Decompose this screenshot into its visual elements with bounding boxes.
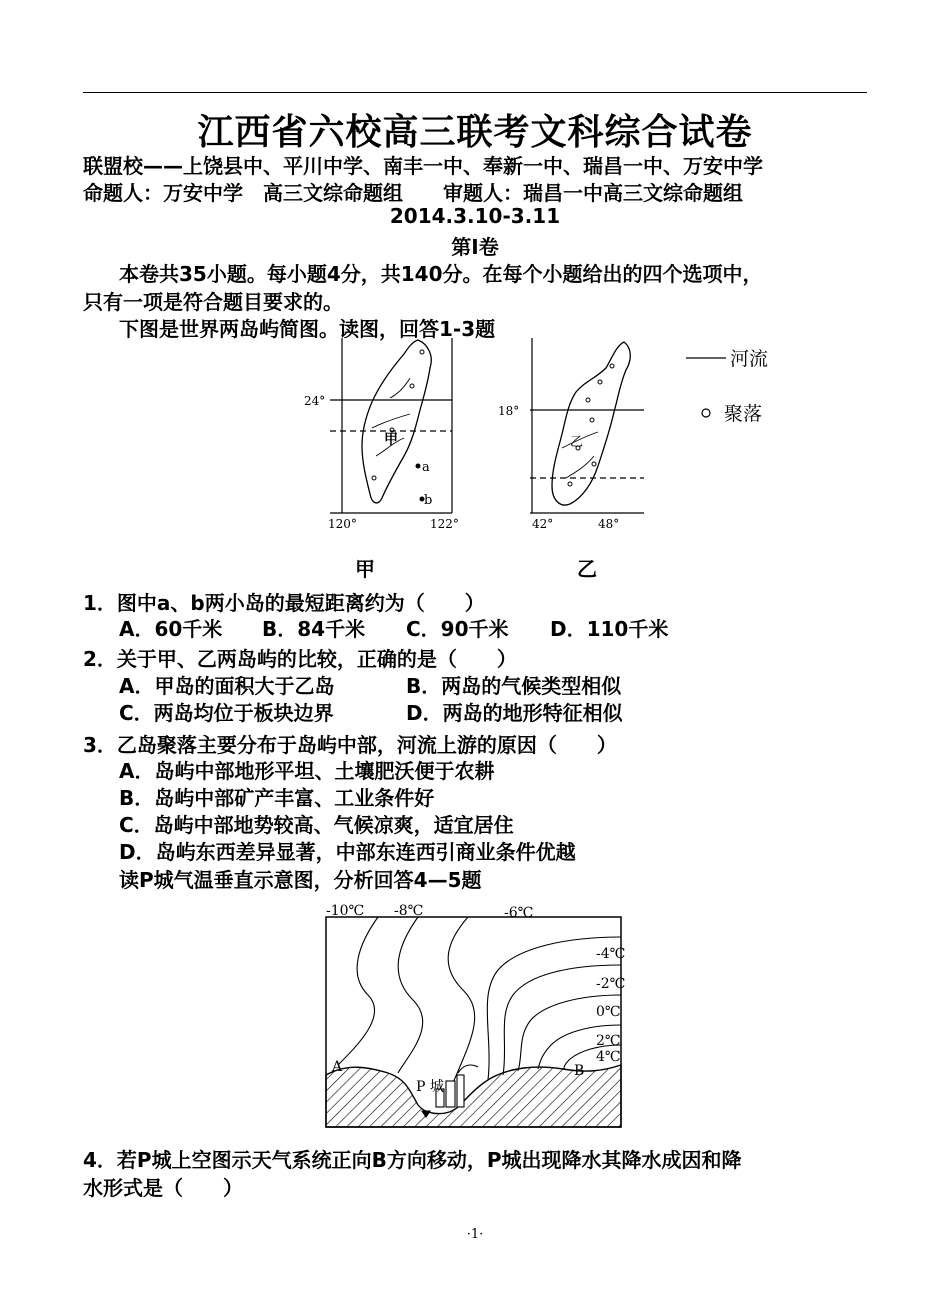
- jia-region-label: 甲: [384, 432, 398, 448]
- question-1-stem: 1．图中a、b两小岛的最短距离约为（ ）: [83, 591, 485, 615]
- map-jia: [304, 338, 459, 531]
- exam-date: 2014.3.10-3.11: [389, 204, 561, 228]
- settlement-legend-label: 聚落: [724, 403, 763, 425]
- isotherm-label-minus4: -4℃: [596, 946, 626, 962]
- isotherm-label-minus8: -8℃: [394, 903, 424, 919]
- temperature-profile-figure: [318, 895, 636, 1135]
- caption-jia: 甲: [355, 557, 375, 581]
- volume-heading: 第Ⅰ卷: [451, 235, 499, 259]
- lon-42-label: 42°: [532, 517, 554, 531]
- q2-option-d[interactable]: D．两岛的地形特征相似: [406, 701, 623, 725]
- temp-prompt: 读P城气温垂直示意图，分析回答4—5题: [119, 868, 482, 892]
- q1-option-a[interactable]: A．60千米: [119, 617, 223, 641]
- question-4-line-1: 4．若P城上空图示天气系统正向B方向移动，P城出现降水其降水成因和降: [83, 1148, 742, 1172]
- question-2-stem: 2．关于甲、乙两岛屿的比较，正确的是（ ）: [83, 647, 517, 671]
- intro-line-1: 本卷共35小题。每小题4分，共140分。在每个小题给出的四个选项中，: [119, 262, 763, 286]
- map-yi: [498, 338, 644, 531]
- point-b-label: b: [424, 493, 433, 508]
- point-a-profile-label: A: [332, 1059, 343, 1075]
- map-legend: [686, 348, 768, 425]
- q3-option-c[interactable]: C．岛屿中部地势较高、气候凉爽，适宜居住: [119, 813, 514, 837]
- isotherm-label-minus6: -6℃: [504, 905, 534, 921]
- point-a-marker: [416, 464, 421, 469]
- map-prompt: 下图是世界两岛屿简图。读图，回答1-3题: [119, 317, 496, 341]
- p-city-label: P 城: [416, 1079, 444, 1095]
- island-yi-outline: [552, 342, 630, 505]
- q1-option-b[interactable]: B．84千米: [262, 617, 366, 641]
- isotherm-label-minus2: -2℃: [596, 976, 626, 992]
- authors-line: 命题人：万安中学 高三文综命题组 审题人：瑞昌一中高三文综命题组: [83, 181, 743, 205]
- lat-24-label: 24°: [304, 394, 326, 408]
- isotherm-label-0: 0℃: [596, 1004, 621, 1020]
- lon-120-label: 120°: [328, 517, 357, 531]
- q2-option-c[interactable]: C．两岛均位于板块边界: [119, 701, 334, 725]
- top-rule: [83, 92, 867, 93]
- question-3-stem: 3．乙岛聚落主要分布于岛屿中部，河流上游的原因（ ）: [83, 733, 617, 757]
- intro-line-2: 只有一项是符合题目要求的。: [83, 290, 343, 314]
- isotherm-label-4: 4℃: [596, 1049, 621, 1065]
- lon-122-label: 122°: [430, 517, 459, 531]
- q1-option-c[interactable]: C．90千米: [406, 617, 509, 641]
- point-a-label: a: [422, 460, 430, 475]
- caption-yi: 乙: [577, 557, 597, 581]
- alliance-line: 联盟校——上饶县中、平川中学、南丰一中、奉新一中、瑞昌一中、万安中学: [83, 154, 763, 178]
- q1-option-d[interactable]: D．110千米: [550, 617, 669, 641]
- q3-option-b[interactable]: B．岛屿中部矿产丰富、工业条件好: [119, 786, 435, 810]
- q3-option-d[interactable]: D．岛屿东西差异显著，中部东连西引商业条件优越: [119, 840, 576, 864]
- isotherm-label-2: 2℃: [596, 1033, 621, 1049]
- point-b-profile-label: B: [574, 1063, 585, 1079]
- question-4-line-2: 水形式是（ ）: [83, 1176, 243, 1200]
- page-number: ·1·: [466, 1227, 484, 1242]
- exam-title: 江西省六校高三联考文科综合试卷: [197, 112, 753, 153]
- river-legend-label: 河流: [730, 348, 769, 370]
- q2-option-a[interactable]: A．甲岛的面积大于乙岛: [119, 674, 335, 698]
- isotherm-label-minus10: -10℃: [326, 903, 365, 919]
- yi-region-label: 乙: [570, 435, 584, 450]
- settlement-legend-icon: [702, 409, 710, 417]
- island-maps-figure: [300, 338, 800, 538]
- lon-48-label: 48°: [598, 517, 620, 531]
- lat-18-label: 18°: [498, 404, 520, 418]
- q3-option-a[interactable]: A．岛屿中部地形平坦、土壤肥沃便于农耕: [119, 759, 495, 783]
- q2-option-b[interactable]: B．两岛的气候类型相似: [406, 674, 622, 698]
